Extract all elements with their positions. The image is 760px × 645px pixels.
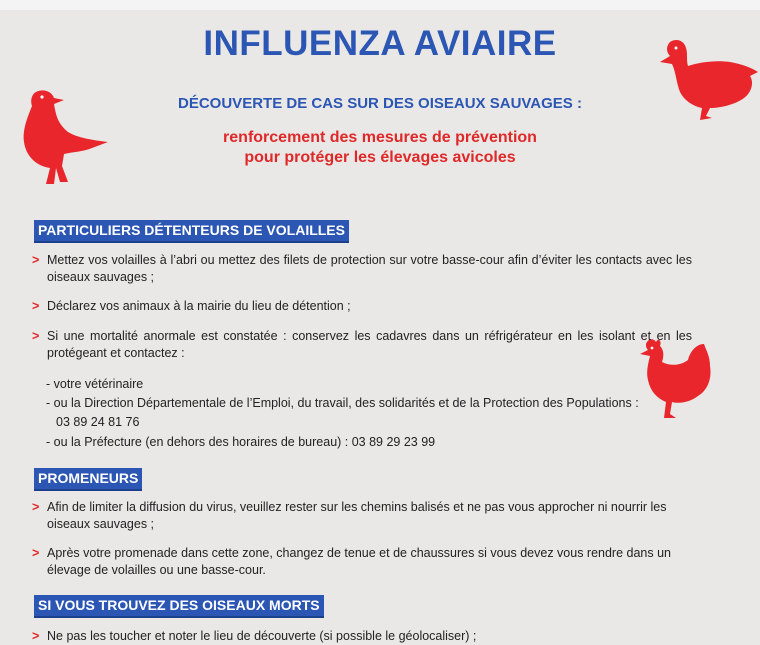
list-item: > Mettez vos volailles à l’abri ou mettez des filets de protection sur votre basse-cour afin d’éviter les contacts avec les oiseaux sauvages ; [32,253,692,284]
section-header-particuliers: PARTICULIERS DÉTENTEURS DE VOLAILLES [34,220,349,243]
top-strip [0,0,760,10]
measures-heading [0,128,760,168]
list-item: > Afin de limiter la diffusion du virus, veuillez rester sur les chemins balisés et ne pas vous approcher ni nourrir les oiseaux sauvages ; [32,500,667,531]
measures-line-2: pour protéger les élevages avicoles [244,149,516,166]
page-title: INFLUENZA AVIAIRE [203,24,557,63]
bullet-marker: > [32,253,40,267]
bullet-marker: > [32,629,40,643]
bullet-marker: > [32,329,40,343]
contact-prefecture: - ou la Préfecture (en dehors des horaires de bureau) : 03 89 29 23 99 [46,435,436,449]
contact-veterinaire: - votre vétérinaire [46,377,144,391]
list-item: > Si une mortalité anormale est constatée : conservez les cadavres dans un réfrigérateur en les isolant et en les protégeant et contactez : [32,329,692,360]
measures-line-1: renforcement des mesures de prévention [223,129,537,146]
contact-ddetspp: - ou la Direction Départementale de l’Emploi, du travail, des solidarités et de la Protection des Populations : [46,396,639,410]
bullet-marker: > [32,299,40,313]
list-item: > Après votre promenade dans cette zone, changez de tenue et de chaussures si vous devez vous rendre dans un élevage de volailles ou une basse-cour. [32,546,672,577]
section-header-promeneurs: PROMENEURS [34,468,142,491]
subtitle: DÉCOUVERTE DE CAS SUR DES OISEAUX SAUVAGES : [178,95,582,112]
list-item: > Ne pas les toucher et noter le lieu de découverte (si possible le géolocaliser) ; [32,629,477,643]
list-item: > Déclarez vos animaux à la mairie du lieu de détention ; [32,299,351,313]
section-header-oiseaux-morts: SI VOUS TROUVEZ DES OISEAUX MORTS [34,595,324,618]
bullet-marker: > [32,500,40,514]
contact-ddetspp-phone: 03 89 24 81 76 [56,415,140,429]
bullet-marker: > [32,546,40,560]
